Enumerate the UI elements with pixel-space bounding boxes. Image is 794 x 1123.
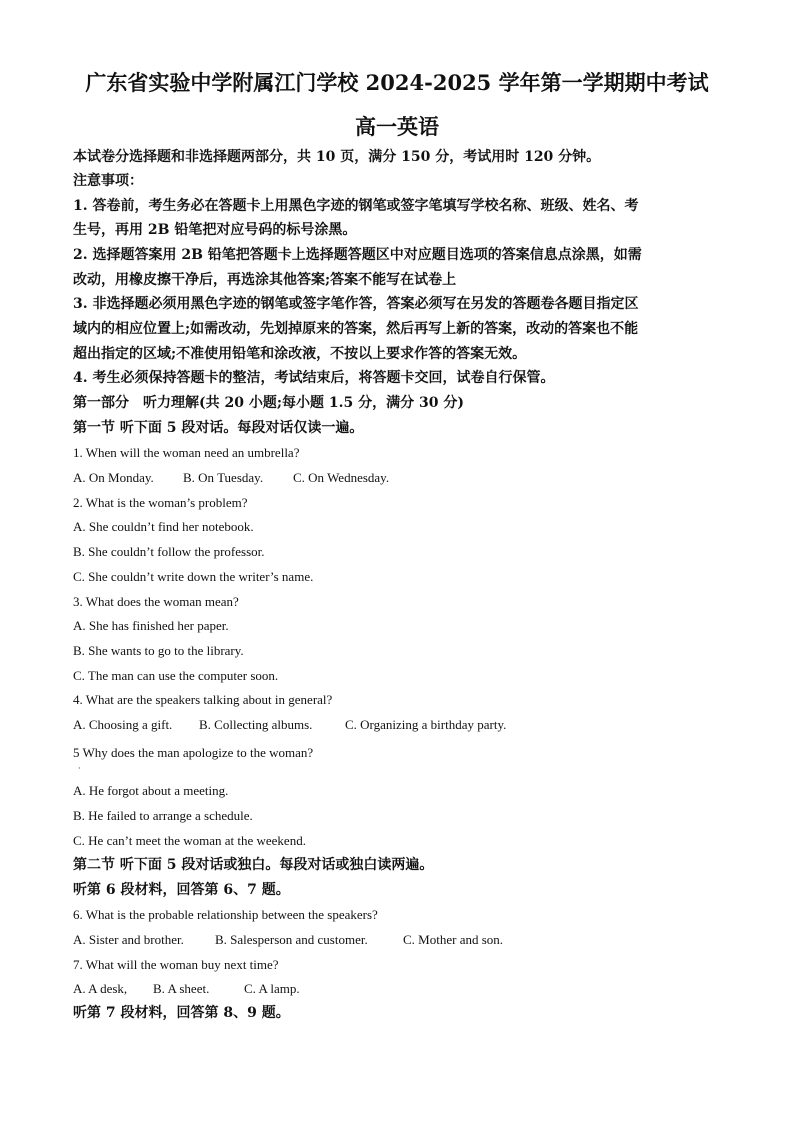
section1-heading: 第一节 听下面 5 段对话。每段对话仅读一遍。 [73, 420, 364, 436]
question-7: 7. What will the woman buy next time? [73, 957, 279, 972]
q1-option-c: C. On Wednesday. [293, 470, 390, 485]
note-1-line-1: 1. 答卷前，考生务必在答题卡上用黑色字迹的钢笔或签字笔填写学校名称、班级、姓名、考 [73, 198, 639, 214]
question-4: 4. What are the speakers talking about in general? [73, 692, 333, 707]
question-3: 3. What does the woman mean? [73, 594, 239, 609]
q5-option-b: B. He failed to arrange a schedule. [73, 808, 253, 823]
exam-subtitle: 高一英语 [355, 114, 439, 139]
q4-option-b: B. Collecting albums. [199, 717, 313, 732]
material-7-instruction: 听第 7 段材料，回答第 8、9 题。 [73, 1005, 290, 1021]
section2-heading: 第二节 听下面 5 段对话或独白。每段对话或独白读两遍。 [73, 857, 434, 873]
q2-option-b: B. She couldn’t follow the professor. [73, 544, 265, 559]
q4-option-c: C. Organizing a birthday party. [345, 717, 507, 732]
q7-option-c: C. A lamp. [244, 981, 300, 996]
question-5: 5 Why does the man apologize to the woman? [73, 745, 314, 760]
q2-option-a: A. She couldn’t find her notebook. [73, 519, 254, 534]
note-2-line-2: 改动，用橡皮擦干净后，再选涂其他答案;答案不能写在试卷上 [73, 272, 457, 288]
q5-option-c: C. He can’t meet the woman at the weekend. [73, 833, 306, 848]
notice-heading: 注意事项： [73, 173, 143, 189]
note-1-line-2: 生号，再用 2B 铅笔把对应号码的标号涂黑。 [73, 222, 357, 238]
stray-mark: · [78, 764, 81, 773]
exam-title: 广东省实验中学附属江门学校 2024-2025 学年第一学期期中考试 [85, 70, 709, 95]
q3-option-c: C. The man can use the computer soon. [73, 668, 279, 683]
q3-option-b: B. She wants to go to the library. [73, 643, 244, 658]
question-7-options [73, 980, 300, 998]
note-3-line-3: 超出指定的区域;不准使用铅笔和涂改液，不按以上要求作答的答案无效。 [73, 346, 527, 362]
question-1-options [73, 469, 389, 487]
q7-option-b: B. A sheet. [153, 981, 210, 996]
q1-option-b: B. On Tuesday. [183, 470, 264, 485]
q4-option-a: A. Choosing a gift. [73, 717, 173, 732]
question-2: 2. What is the woman’s problem? [73, 495, 248, 510]
q6-option-c: C. Mother and son. [403, 932, 504, 947]
q6-option-a: A. Sister and brother. [73, 932, 184, 947]
note-2-line-1: 2. 选择题答案用 2B 铅笔把答题卡上选择题答题区中对应题目选项的答案信息点涂黑，如需 [73, 247, 642, 263]
note-3-line-1: 3. 非选择题必须用黑色字迹的钢笔或签字笔作答，答案必须写在另发的答题卷各题目指定区 [73, 296, 639, 312]
q1-option-a: A. On Monday. [73, 470, 154, 485]
question-6-options [73, 931, 503, 949]
q6-option-b: B. Salesperson and customer. [215, 932, 368, 947]
q7-option-a: A. A desk, [73, 981, 128, 996]
note-3-line-2: 域内的相应位置上;如需改动，先划掉原来的答案，然后再写上新的答案，改动的答案也不能 [73, 321, 639, 337]
part1-heading: 第一部分 听力理解(共 20 小题;每小题 1.5 分，满分 30 分) [73, 395, 464, 411]
note-4-line-1: 4. 考生必须保持答题卡的整洁，考试结束后，将答题卡交回，试卷自行保管。 [73, 370, 555, 386]
exam-intro: 本试卷分选择题和非选择题两部分，共 10 页，满分 150 分，考试用时 120 分钟。 [73, 149, 601, 165]
q5-option-a: A. He forgot about a meeting. [73, 783, 229, 798]
question-4-options [73, 716, 506, 734]
question-1: 1. When will the woman need an umbrella? [73, 445, 300, 460]
q2-option-c: C. She couldn’t write down the writer’s name. [73, 569, 314, 584]
material-6-instruction: 听第 6 段材料，回答第 6、7 题。 [73, 882, 290, 898]
question-6: 6. What is the probable relationship between the speakers? [73, 907, 378, 922]
q3-option-a: A. She has finished her paper. [73, 618, 229, 633]
